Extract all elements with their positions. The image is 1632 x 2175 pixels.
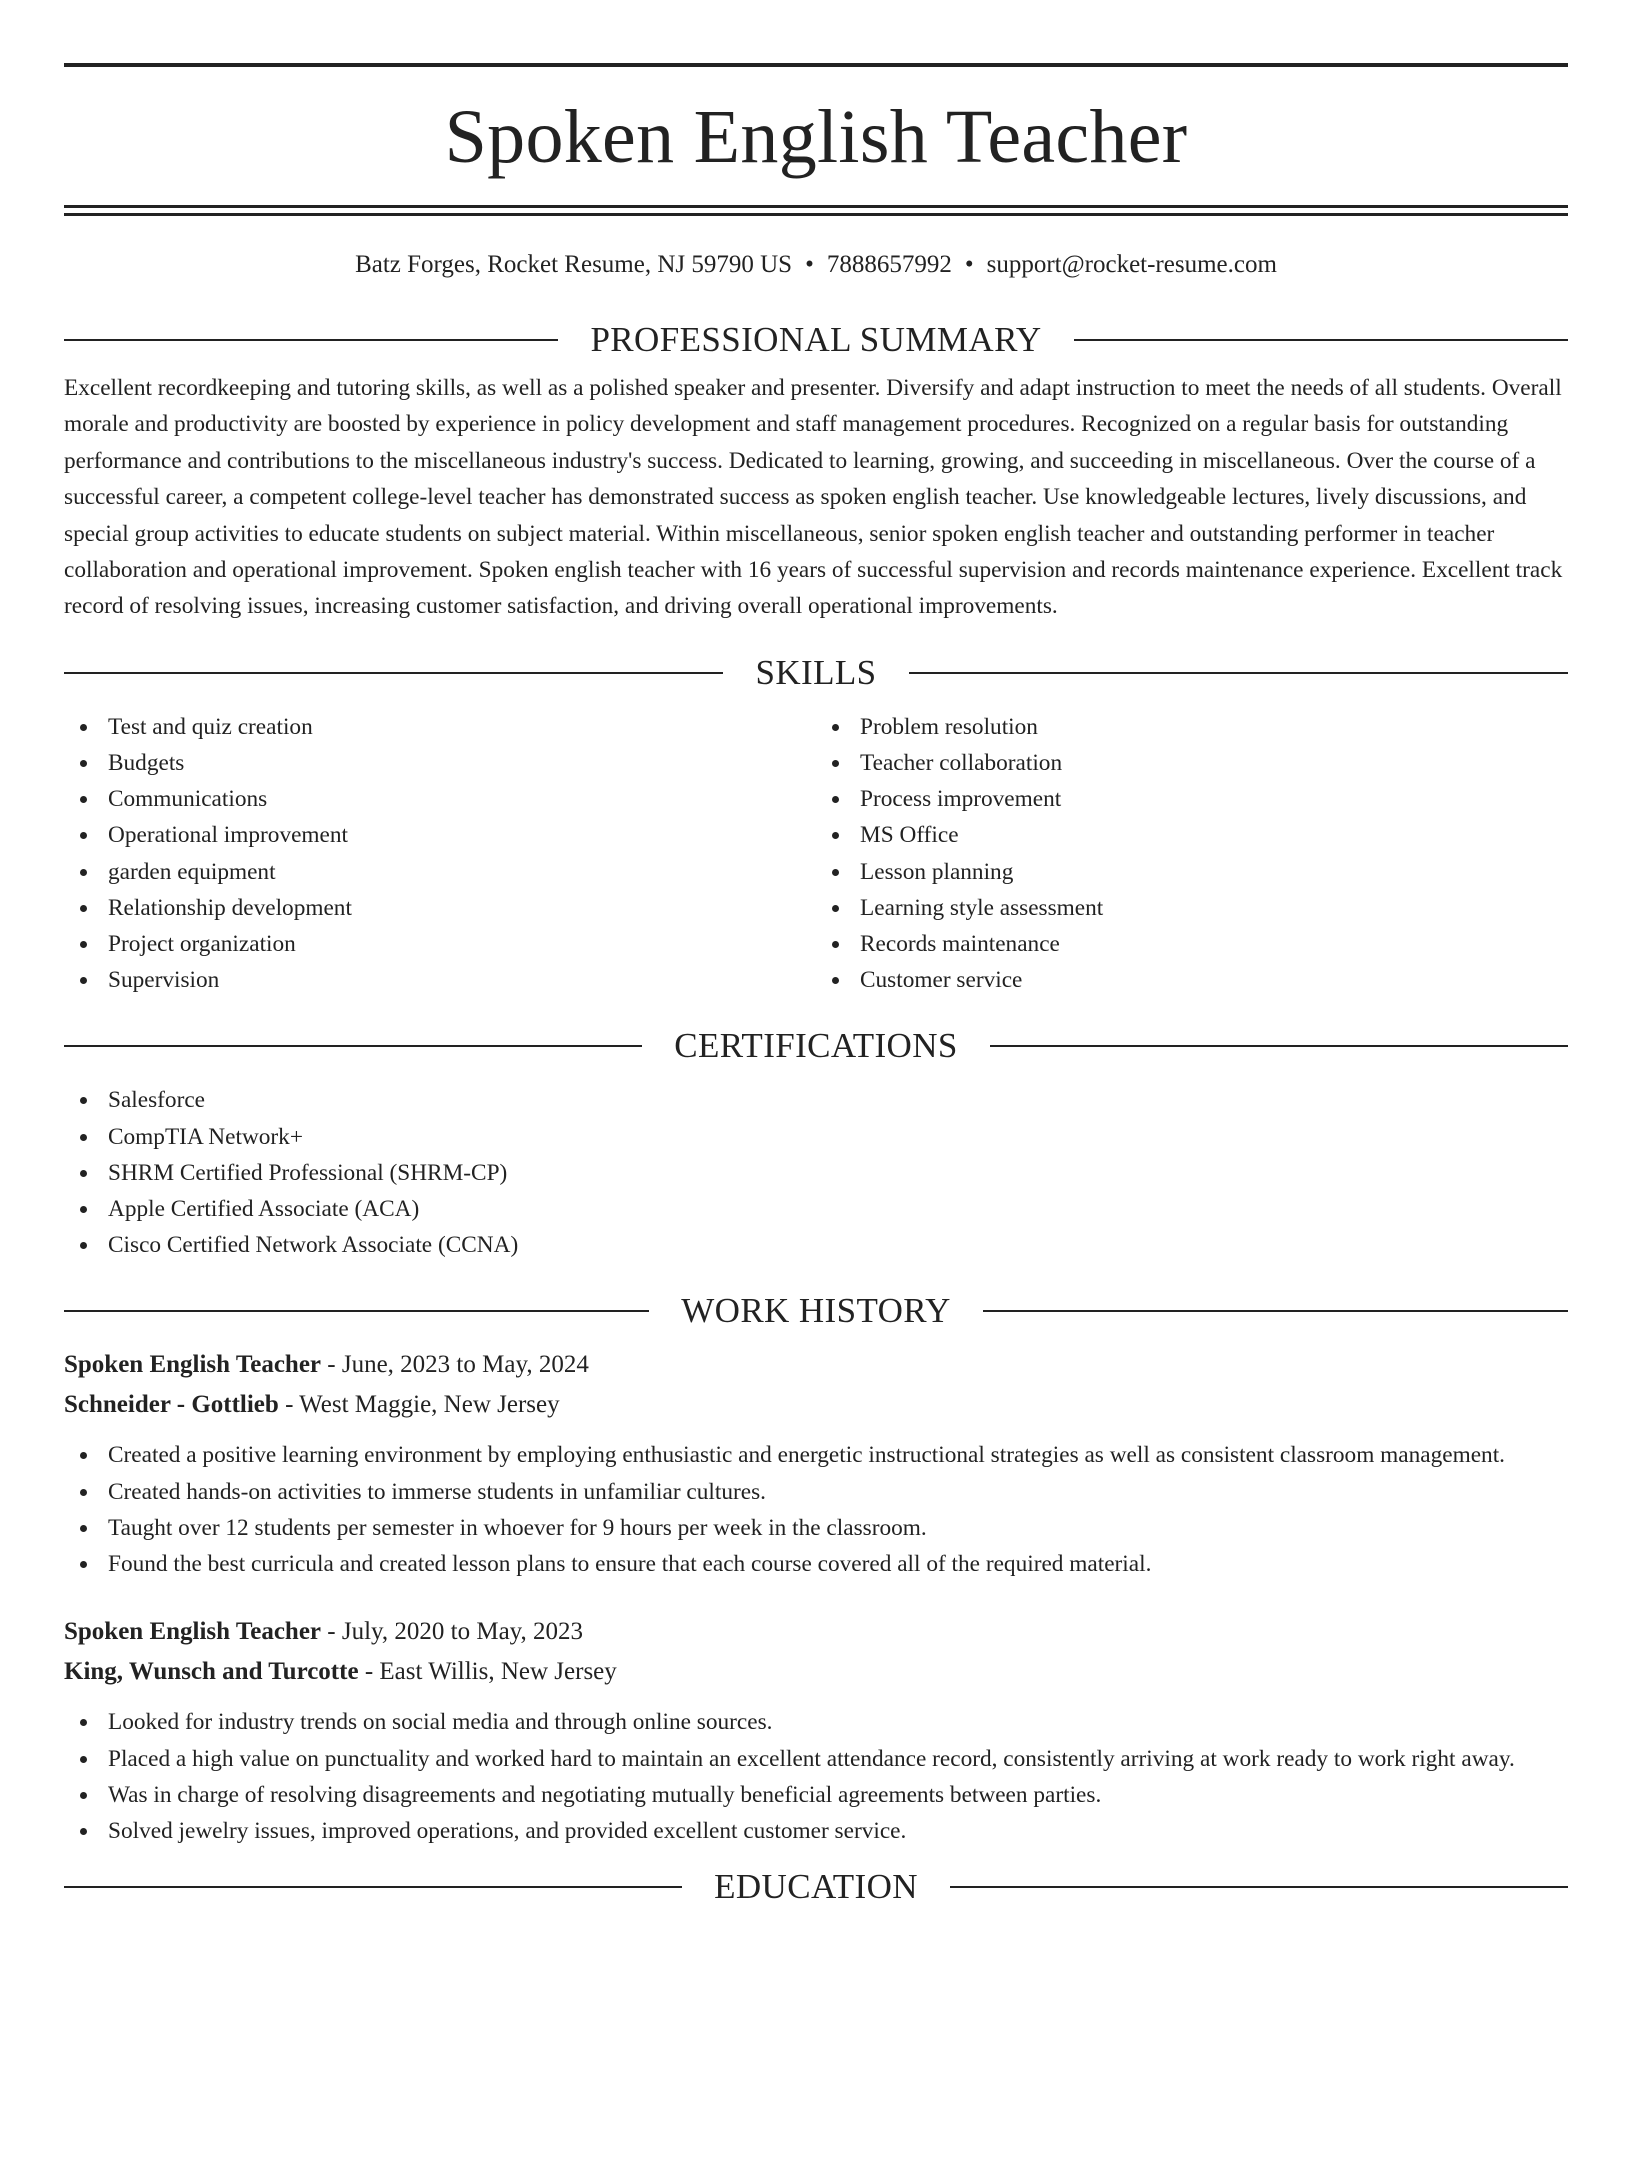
skill-item: Process improvement xyxy=(816,781,1568,817)
summary-section-title: PROFESSIONAL SUMMARY xyxy=(590,320,1042,359)
section-rule-left xyxy=(64,1886,682,1888)
education-section-title: EDUCATION xyxy=(714,1867,918,1907)
skill-item: Communications xyxy=(64,781,816,817)
resume-name: Spoken English Teacher xyxy=(444,95,1188,179)
summary-text: Excellent recordkeeping and tutoring skills, as well as a polished speaker and presenter. Diversify and adapt instruction to meet the needs of all students. Overall morale and productivity are boosted by experience in policy development and staff management procedures. Recognized on a regular basis for outstanding performance and contributions to the miscellaneous industry's success. Dedicated to learning, growing, and succeeding in miscellaneous. Over the course of a successful career, a competent college-level teacher has demonstrated success as spoken english teacher. Use knowledgeable lectures, lively discussions, and special group activities to educate students on subject material. Within miscellaneous, senior spoken english teacher and outstanding performer in teacher collaboration and operational improvement. Spoken english teacher with 16 years of successful supervision and records maintenance experience. Excellent track record of resolving issues, increasing customer satisfaction, and driving overall operational improvements. xyxy=(64,375,1563,620)
job-title-line xyxy=(64,1612,1568,1652)
section-rule-right xyxy=(983,1310,1568,1312)
certification-item: CompTIA Network+ xyxy=(64,1119,1568,1155)
job-company: Schneider - Gottlieb xyxy=(64,1391,279,1419)
section-rule-left xyxy=(64,672,723,674)
skills-list-right xyxy=(816,709,1568,999)
job-bullet: Was in charge of resolving disagreements and negotiating mutually beneficial agreements between parties. xyxy=(64,1777,1568,1813)
skill-item: Project organization xyxy=(64,926,816,962)
section-rule-left xyxy=(64,1045,642,1047)
skills-list-left xyxy=(64,709,816,999)
education-section-header xyxy=(64,1867,1568,1907)
job-location: - West Maggie, New Jersey xyxy=(278,1391,560,1419)
skill-item: Problem resolution xyxy=(816,709,1568,745)
job-bullet: Found the best curricula and created lesson plans to ensure that each course covered all of the required material. xyxy=(64,1546,1568,1582)
job-company-line xyxy=(64,1652,1568,1692)
skill-item: Relationship development xyxy=(64,890,816,926)
certification-item: Cisco Certified Network Associate (CCNA) xyxy=(64,1227,1568,1263)
job-bullet: Looked for industry trends on social media and through online sources. xyxy=(64,1704,1568,1740)
job-title: Spoken English Teacher xyxy=(64,1618,322,1646)
contact-phone: 7888657992 xyxy=(826,251,952,278)
skill-item: Teacher collaboration xyxy=(816,745,1568,781)
job-company: King, Wunsch and Turcotte xyxy=(64,1658,359,1686)
contact-address: Batz Forges, Rocket Resume, NJ 59790 US xyxy=(355,251,793,278)
contact-separator: • xyxy=(805,251,814,278)
name-double-rule xyxy=(64,205,1568,216)
skill-item: Operational improvement xyxy=(64,817,816,853)
job-company-line xyxy=(64,1385,1568,1425)
certifications-section-title: CERTIFICATIONS xyxy=(674,1026,958,1066)
certification-item: Apple Certified Associate (ACA) xyxy=(64,1191,1568,1227)
skill-item: Budgets xyxy=(64,745,816,781)
job-bullet: Placed a high value on punctuality and worked hard to maintain an excellent attendance record, consistently arriving at work ready to work right away. xyxy=(64,1741,1568,1777)
job-bullet: Created a positive learning environment by employing enthusiastic and energetic instructional strategies as well as consistent classroom management. xyxy=(64,1437,1568,1473)
section-rule-right xyxy=(990,1045,1568,1047)
job-bullets xyxy=(64,1437,1568,1582)
job-bullet: Taught over 12 students per semester in whoever for 9 hours per week in the classroom. xyxy=(64,1510,1568,1546)
job-bullet: Created hands-on activities to immerse students in unfamiliar cultures. xyxy=(64,1474,1568,1510)
contact-email: support@rocket-resume.com xyxy=(986,251,1277,278)
section-rule-right xyxy=(1074,339,1568,341)
section-rule-right xyxy=(909,672,1568,674)
skill-item: Lesson planning xyxy=(816,854,1568,890)
contact-line xyxy=(64,250,1568,280)
work-entry xyxy=(64,1612,1568,1849)
certifications-section-header xyxy=(64,1026,1568,1066)
job-bullet: Solved jewelry issues, improved operations, and provided excellent customer service. xyxy=(64,1813,1568,1849)
skills-section-header xyxy=(64,653,1568,693)
resume-page xyxy=(0,63,1632,2175)
work-section-title: WORK HISTORY xyxy=(681,1291,951,1331)
contact-separator: • xyxy=(964,251,974,278)
section-rule-left xyxy=(64,339,558,341)
certification-item: SHRM Certified Professional (SHRM-CP) xyxy=(64,1155,1568,1191)
summary-section-header xyxy=(64,320,1568,360)
skill-item: Test and quiz creation xyxy=(64,709,816,745)
skill-item: MS Office xyxy=(816,817,1568,853)
section-rule-right xyxy=(950,1886,1568,1888)
skill-item: Supervision xyxy=(64,962,816,998)
work-section-header xyxy=(64,1291,1568,1331)
work-entry xyxy=(64,1345,1568,1582)
skill-item: Records maintenance xyxy=(816,926,1568,962)
certification-item: Salesforce xyxy=(64,1082,1568,1118)
skill-item: Customer service xyxy=(816,962,1568,998)
skill-item: garden equipment xyxy=(64,854,816,890)
skills-section-title: SKILLS xyxy=(755,652,877,692)
certifications-list xyxy=(64,1082,1568,1263)
job-location: - East Willis, New Jersey xyxy=(358,1658,617,1686)
job-bullets xyxy=(64,1704,1568,1849)
skill-item: Learning style assessment xyxy=(816,890,1568,926)
job-title-line xyxy=(64,1345,1568,1385)
job-dates: - July, 2020 to May, 2023 xyxy=(321,1618,584,1646)
section-rule-left xyxy=(64,1310,649,1312)
job-dates: - June, 2023 to May, 2024 xyxy=(321,1351,589,1379)
job-title: Spoken English Teacher xyxy=(64,1351,322,1379)
skills-columns xyxy=(64,709,1568,999)
